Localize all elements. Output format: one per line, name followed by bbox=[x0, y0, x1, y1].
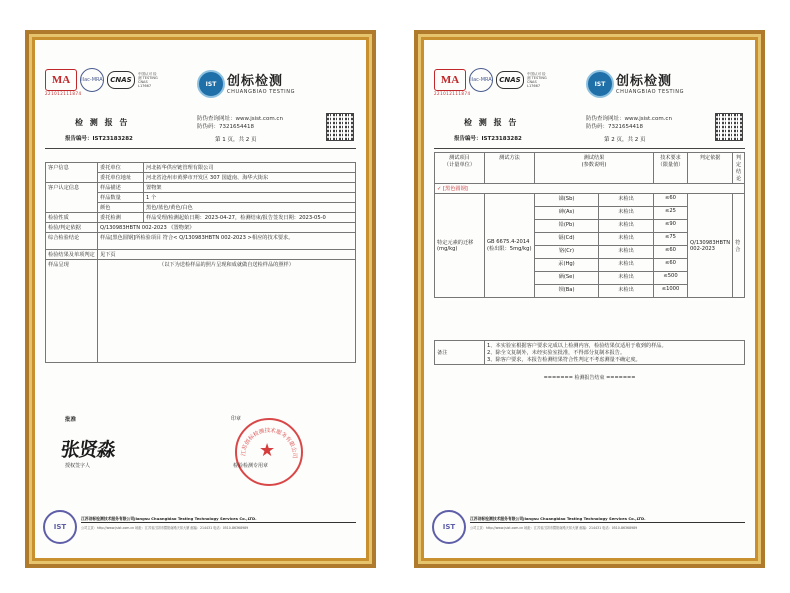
qr-code[interactable] bbox=[715, 113, 743, 141]
ist-stamp-icon: IST bbox=[432, 510, 466, 544]
element-limit: ≤60 bbox=[654, 259, 688, 272]
report-header: MA 221012111874 ilac-MRA CNAS 中国认可 检测 TESTING CNAS L17667 IST 创标检测 CHUANGBIAO TESTING bbox=[45, 68, 356, 106]
results-table bbox=[434, 152, 745, 298]
element-name: 钡(Ba) bbox=[535, 285, 599, 298]
element-name: 汞(Hg) bbox=[535, 259, 599, 272]
basis-cell: Q/130983HBTN 002-2023 bbox=[688, 194, 733, 298]
element-name: 镉(Cd) bbox=[535, 233, 599, 246]
report-number: 报告编号：IST23183282 bbox=[65, 136, 133, 142]
report-page-1 bbox=[25, 30, 376, 568]
approver-label: 批准 bbox=[65, 417, 77, 423]
element-limit: ≤60 bbox=[654, 246, 688, 259]
element-result: 未检出 bbox=[599, 272, 654, 285]
element-limit: ≤90 bbox=[654, 220, 688, 233]
note-1: 1、本实验室根据客户要求完成以上检测内容，检验结果仅适用于收到的样品。 bbox=[487, 343, 667, 349]
report-info-table: 客户信息 委托单位 河北拓华供应链管理有限公司 委托单位地址 河北省沧州市黄骅市开发区 307 国道南、海华大街东 客户认定信息 样品描述 置物架 样品数量 1 个 颜色 黑色/蓝色/黄色/白色 检验性质 委托检测 样品受理/检测起始日期：2023-04-27，检测结束/报告签发日期：2023-05-0 检验/判定依据 Q/130983HBTN 002-2023 《置物架》 综合检验结论 样品[黑色圆钢]所检验项目 符合< Q/130983HBTN 002-2023 >相应的技术要求。 检验结果及单项判定 见下页 样品呈现 （以下为送检样品的照片呈现和成就做自送检样品的照样） bbox=[45, 162, 356, 363]
element-limit: ≤500 bbox=[654, 272, 688, 285]
element-limit: ≤1000 bbox=[654, 285, 688, 298]
col-verdict: 判定结论 bbox=[733, 153, 745, 184]
element-name: 硒(Se) bbox=[535, 272, 599, 285]
ma-logo: MA bbox=[45, 69, 77, 91]
brand-english: CHUANGBIAO TESTING bbox=[227, 89, 296, 95]
page-number: 第 1 页，共 2 页 bbox=[215, 137, 257, 143]
col-basis: 判定依据 bbox=[688, 153, 733, 184]
element-limit: ≤60 bbox=[654, 194, 688, 207]
sample-row: ✓ [黑色圆钢] bbox=[435, 184, 745, 194]
report-end: ======= 检测报告结束 ======= bbox=[543, 375, 636, 381]
col-result: 测试结果 (参数说明) bbox=[535, 153, 654, 184]
report-title: 检 测 报 告 bbox=[464, 118, 519, 127]
anti-fake-code: 防伪码：7321654418 bbox=[586, 124, 643, 130]
element-limit: ≤25 bbox=[654, 207, 688, 220]
result-row: 特定元素的迁移 (mg/kg) GB 6675.4-2014 (检出限：5mg/kg) 锑(Sb) 未检出 ≤60 Q/130983HBTN 002-2023 符合 bbox=[435, 194, 745, 207]
element-result: 未检出 bbox=[599, 246, 654, 259]
red-seal: 江苏创标检测技术服务有限公司 ★ bbox=[235, 418, 303, 486]
element-result: 未检出 bbox=[599, 207, 654, 220]
element-result: 未检出 bbox=[599, 259, 654, 272]
brand-english: CHUANGBIAO TESTING bbox=[616, 89, 685, 95]
notes-label: 备注 bbox=[435, 341, 485, 365]
brand-name: 创标检测 bbox=[616, 74, 673, 89]
ist-stamp-icon: IST bbox=[43, 510, 77, 544]
element-result: 未检出 bbox=[599, 194, 654, 207]
page-number: 第 2 页，共 2 页 bbox=[604, 137, 646, 143]
verdict-cell: 符合 bbox=[733, 194, 745, 298]
ma-logo: MA bbox=[434, 69, 466, 91]
note-2: 2、除全文复制外，未经实验室批准，不得部分复制本报告。 bbox=[487, 350, 626, 356]
ilac-mra-logo: ilac-MRA bbox=[469, 68, 493, 92]
element-limit: ≤75 bbox=[654, 233, 688, 246]
cnas-logo: CNAS bbox=[496, 71, 524, 89]
element-result: 未检出 bbox=[599, 220, 654, 233]
seal-label: 印章 bbox=[231, 416, 242, 422]
ilac-mra-logo: ilac-MRA bbox=[80, 68, 104, 92]
element-result: 未检出 bbox=[599, 233, 654, 246]
col-limit: 技术要求 （限量值） bbox=[654, 153, 688, 184]
report-number: 报告编号：IST23183282 bbox=[454, 136, 522, 142]
report-title: 检 测 报 告 bbox=[75, 118, 130, 127]
seal-note: 检验检测专用章 bbox=[233, 463, 269, 469]
ist-logo: IST bbox=[197, 70, 225, 98]
note-3: 3、除客户要求，本报告检测结果符合性判定不考虑测量不确定度。 bbox=[487, 357, 641, 363]
element-name: 锑(Sb) bbox=[535, 194, 599, 207]
report-footer: IST 江苏创标检测技术服务有限公司Jiangsu Chuangbiao Testing Technology Services Co.,LTD. 公司主页：http://www.jsist.com.cn 地址：江苏省江阴市暨阳南路天邦大厦 邮编：214431 电话：0510-86368989 bbox=[430, 506, 749, 550]
anti-fake-site: 防伪查询网址：www.jsist.com.cn bbox=[197, 116, 283, 122]
svg-text:江苏创标检测技术服务有限公司: 江苏创标检测技术服务有限公司 bbox=[240, 427, 298, 459]
cnas-logo: CNAS bbox=[107, 71, 135, 89]
col-item: 测试项目 （计量单位） bbox=[435, 153, 485, 184]
brand-name: 创标检测 bbox=[227, 74, 284, 89]
qr-code[interactable] bbox=[326, 113, 354, 141]
anti-fake-code: 防伪码：7321654418 bbox=[197, 124, 254, 130]
col-method: 测试方法 bbox=[485, 153, 535, 184]
element-result: 未检出 bbox=[599, 285, 654, 298]
element-name: 砷(As) bbox=[535, 207, 599, 220]
report-header: MA 221012111874 ilac-MRA CNAS 中国认可 检测 TESTING CNAS L17667 IST 创标检测 CHUANGBIAO TESTING bbox=[434, 68, 745, 106]
ist-logo: IST bbox=[586, 70, 614, 98]
report-page-2 bbox=[414, 30, 765, 568]
signer-label: 授权签字人 bbox=[65, 463, 91, 469]
report-footer: IST 江苏创标检测技术服务有限公司Jiangsu Chuangbiao Testing Technology Services Co.,LTD. 公司主页：http://www.jsist.com.cn 地址：江苏省江阴市暨阳南路天邦大厦 邮编：214431 电话：0510-86368989 bbox=[41, 506, 360, 550]
element-name: 铅(Pb) bbox=[535, 220, 599, 233]
element-name: 铬(Cr) bbox=[535, 246, 599, 259]
signature: 张贤淼 bbox=[59, 439, 117, 461]
anti-fake-site: 防伪查询网址：www.jsist.com.cn bbox=[586, 116, 672, 122]
notes-table bbox=[434, 340, 745, 365]
